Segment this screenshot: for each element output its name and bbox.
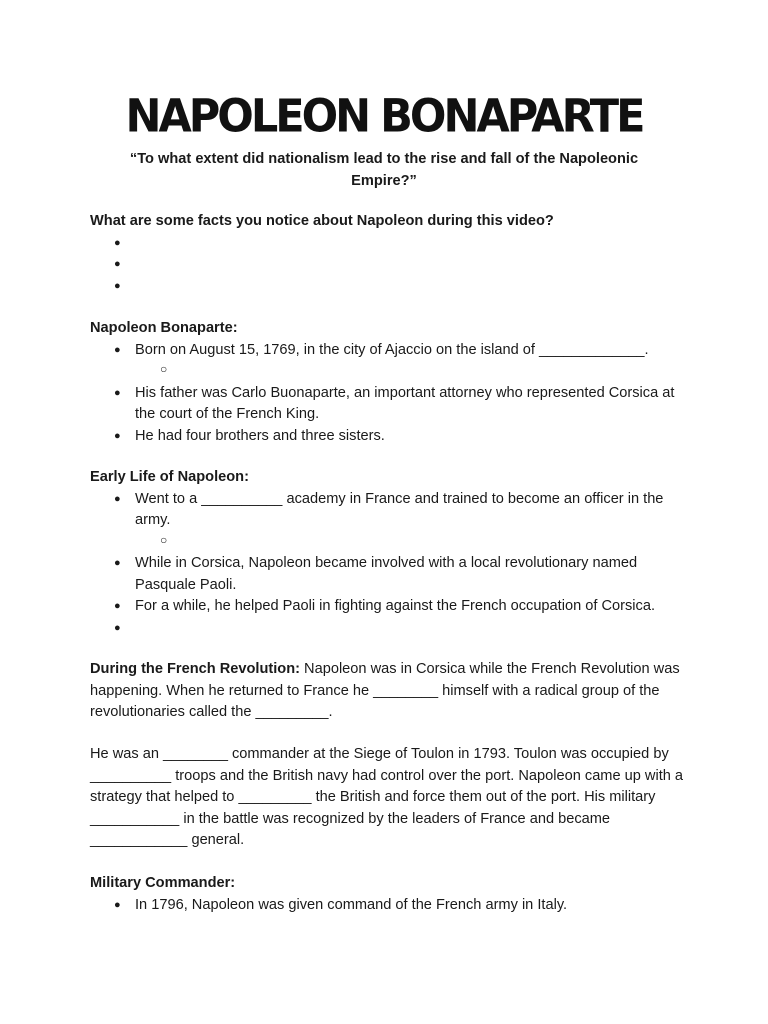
list-item: ● While in Corsica, Napoleon became involved with a local revolutionary named Pasquale Paoli. xyxy=(114,555,638,593)
bullet-icon: ● xyxy=(114,258,121,270)
list-item: ● For a while, he helped Paoli in fighting against the French occupation of Corsica. xyxy=(90,596,690,618)
facts-heading: What are some facts you notice about Napoleon during this video? xyxy=(90,213,554,229)
bullet-icon: ● xyxy=(114,492,121,505)
bullet-icon: ● xyxy=(114,236,121,249)
list-item: ● He had four brothers and three sisters. xyxy=(90,426,690,448)
early-life-list xyxy=(90,489,690,640)
list-item: ● In 1796, Napoleon was given command of the French army in Italy. xyxy=(90,895,690,917)
toulon-section xyxy=(90,744,690,852)
list-item xyxy=(90,233,690,255)
list-item xyxy=(90,254,690,276)
list-item: ● His father was Carlo Buonaparte, an important attorney who represented Corsica at the court of the French King. xyxy=(114,384,675,422)
military-list xyxy=(90,895,690,917)
sub-bullet-icon: ○ xyxy=(160,362,168,376)
bullet-icon: ● xyxy=(114,621,121,634)
bullet-icon: ● xyxy=(114,898,121,911)
bullet-icon: ● xyxy=(114,557,121,569)
military-section xyxy=(90,873,690,916)
list-item: ● Born on August 15, 1769, in the city of Ajaccio on the island of _____________. xyxy=(90,340,690,362)
bonaparte-section xyxy=(90,318,690,447)
bullet-icon: ● xyxy=(114,343,121,356)
facts-list xyxy=(90,233,690,298)
early-life-section xyxy=(90,467,690,639)
list-item xyxy=(90,276,690,298)
sub-list-item xyxy=(90,532,690,554)
list-item: ● Went to a __________ academy in France and trained to become an officer in the army. xyxy=(114,490,664,528)
bullet-icon: ● xyxy=(114,600,121,612)
bullet-icon: ● xyxy=(114,386,121,399)
list-item xyxy=(90,618,690,640)
early-life-heading: Early Life of Napoleon: xyxy=(90,469,249,485)
sub-bullet-icon: ○ xyxy=(160,532,168,547)
military-heading: Military Commander: xyxy=(90,875,236,891)
bullet-icon: ● xyxy=(114,279,121,292)
essential-question: “To what extent did nationalism lead to the rise and fall of the Napoleonic Empire?” xyxy=(129,151,639,189)
revolution-section xyxy=(90,659,690,724)
revolution-heading: During the French Revolution: xyxy=(90,661,300,677)
sub-list-item xyxy=(90,361,690,383)
revolution-paragraph: During the French Revolution: Napoleon was in Corsica while the French Revolution was happening. When he returned to France he ________ himself with a radical group of the revolutionaries called the _________. xyxy=(90,661,680,720)
facts-section xyxy=(90,211,690,297)
bonaparte-heading: Napoleon Bonaparte: xyxy=(90,320,238,336)
bonaparte-list xyxy=(90,340,690,448)
toulon-paragraph: He was an ________ commander at the Siege of Toulon in 1793. Toulon was occupied by __________ troops and the British navy had control over the port. Napoleon came up with a strategy that helped to _________ the British and force them out of the port. His military ___________ in the battle was recognized by the leaders of France and became ____________ general. xyxy=(90,746,684,848)
bullet-icon: ● xyxy=(114,429,121,442)
page-title: NAPOLEON BONAPARTE xyxy=(125,90,643,144)
